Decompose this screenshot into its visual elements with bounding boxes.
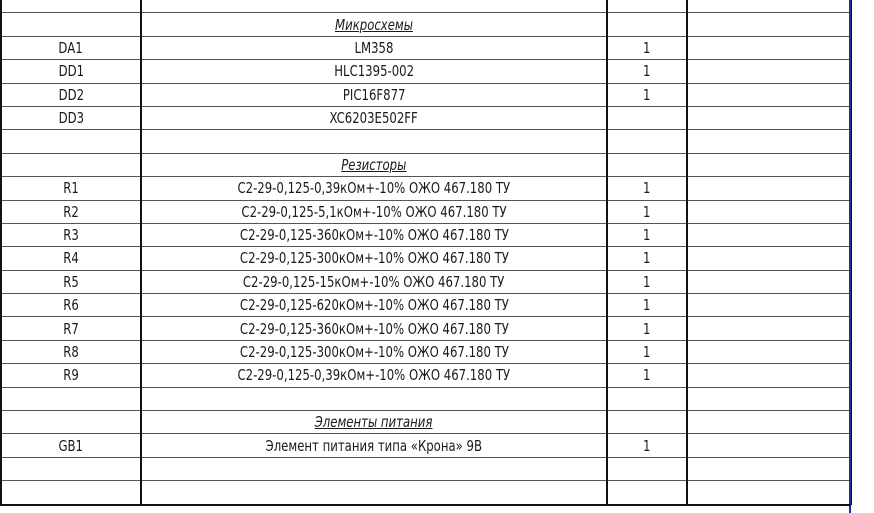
position-designator-cell (1, 223, 141, 246)
quantity-text: 1 (643, 85, 651, 104)
component-name-cell (141, 270, 607, 293)
note-cell (687, 177, 851, 200)
position-designator-text: R6 (63, 296, 79, 315)
note-cell (687, 481, 851, 504)
note-cell (687, 153, 851, 176)
position-designator-cell (1, 153, 141, 176)
position-designator-cell (1, 387, 141, 410)
component-name-text: С2-29-0,125-300кОм+-10% ОЖО 467.180 ТУ (239, 343, 509, 362)
quantity-text: 1 (643, 319, 651, 338)
quantity-cell (607, 13, 687, 36)
note-cell (687, 411, 851, 434)
quantity-text: 1 (643, 62, 651, 81)
note-cell (687, 387, 851, 410)
note-cell (687, 340, 851, 363)
note-cell (687, 223, 851, 246)
table-row (1, 317, 851, 340)
quantity-cell (607, 153, 687, 176)
component-name-text: С2-29-0,125-620кОм+-10% ОЖО 467.180 ТУ (239, 296, 509, 315)
note-cell (687, 36, 851, 59)
quantity-cell (607, 317, 687, 340)
note-cell (687, 434, 851, 457)
component-name-cell (141, 457, 607, 480)
table-row (1, 434, 851, 457)
table-row (1, 60, 851, 83)
position-designator-cell (1, 106, 141, 129)
note-cell (687, 247, 851, 270)
position-designator-text: R1 (63, 179, 79, 198)
component-name-cell (141, 0, 607, 13)
component-name-cell (141, 36, 607, 59)
position-designator-cell (1, 130, 141, 153)
quantity-cell (607, 223, 687, 246)
position-designator-cell (1, 434, 141, 457)
quantity-cell (607, 0, 687, 13)
component-name-text: С2-29-0,125-15кОм+-10% ОЖО 467.180 ТУ (243, 272, 505, 291)
quantity-cell (607, 294, 687, 317)
quantity-cell (607, 387, 687, 410)
position-designator-cell (1, 36, 141, 59)
position-designator-text: R4 (63, 249, 79, 268)
quantity-cell (607, 247, 687, 270)
quantity-cell (607, 434, 687, 457)
note-cell (687, 106, 851, 129)
component-name-text: С2-29-0,125-360кОм+-10% ОЖО 467.180 ТУ (239, 226, 509, 245)
table-row (1, 340, 851, 363)
quantity-text: 1 (643, 343, 651, 362)
position-designator-cell (1, 13, 141, 36)
section-row (1, 411, 851, 434)
position-designator-text: DD1 (58, 62, 84, 81)
component-name-cell (141, 13, 607, 36)
note-cell (687, 200, 851, 223)
table-row (1, 270, 851, 293)
component-name-cell (141, 60, 607, 83)
quantity-text: 1 (643, 179, 651, 198)
position-designator-cell (1, 481, 141, 504)
note-cell (687, 294, 851, 317)
component-name-text: XC6203E502FF (329, 109, 419, 128)
note-cell (687, 364, 851, 387)
quantity-cell (607, 481, 687, 504)
quantity-text: 1 (643, 366, 651, 385)
component-name-text: Элемент питания типа «Крона» 9В (265, 436, 483, 455)
note-cell (687, 13, 851, 36)
quantity-cell (607, 364, 687, 387)
table-row (1, 200, 851, 223)
position-designator-cell (1, 60, 141, 83)
position-designator-cell (1, 294, 141, 317)
quantity-text: 1 (643, 296, 651, 315)
table-row (1, 387, 851, 410)
component-name-text: PIC16F877 (342, 85, 406, 104)
component-name-text: С2-29-0,125-300кОм+-10% ОЖО 467.180 ТУ (239, 249, 509, 268)
table-row (1, 364, 851, 387)
position-designator-text: R7 (63, 319, 79, 338)
component-name-cell (141, 387, 607, 410)
sheet-frame-bottom (0, 504, 851, 506)
position-designator-cell (1, 457, 141, 480)
quantity-cell (607, 106, 687, 129)
section-title: Резисторы (341, 155, 407, 174)
position-designator-text: R3 (63, 226, 79, 245)
position-designator-cell (1, 364, 141, 387)
component-name-cell (141, 294, 607, 317)
note-cell (687, 457, 851, 480)
position-designator-cell (1, 83, 141, 106)
component-name-cell (141, 481, 607, 504)
note-cell (687, 317, 851, 340)
position-designator-text: GB1 (58, 436, 84, 455)
component-name-cell (141, 317, 607, 340)
quantity-cell (607, 130, 687, 153)
position-designator-text: R2 (63, 202, 79, 221)
component-name-text: С2-29-0,125-0,39кОм+-10% ОЖО 467.180 ТУ (237, 366, 511, 385)
quantity-cell (607, 83, 687, 106)
position-designator-cell (1, 0, 141, 13)
component-name-text: HLC1395-002 (334, 62, 414, 81)
table-row (1, 130, 851, 153)
table-row (1, 0, 851, 13)
component-name-cell (141, 223, 607, 246)
section-row (1, 13, 851, 36)
component-name-cell (141, 434, 607, 457)
quantity-text: 1 (643, 226, 651, 245)
component-name-cell (141, 340, 607, 363)
position-designator-cell (1, 247, 141, 270)
position-designator-cell (1, 317, 141, 340)
quantity-cell (607, 60, 687, 83)
quantity-text: 1 (643, 249, 651, 268)
position-designator-cell (1, 177, 141, 200)
section-row (1, 153, 851, 176)
component-name-cell (141, 200, 607, 223)
component-name-cell (141, 106, 607, 129)
component-name-text: С2-29-0,125-360кОм+-10% ОЖО 467.180 ТУ (239, 319, 509, 338)
sheet-frame-right (849, 0, 851, 513)
component-name-cell (141, 83, 607, 106)
quantity-cell (607, 270, 687, 293)
quantity-cell (607, 177, 687, 200)
quantity-text: 1 (643, 272, 651, 291)
table-row (1, 177, 851, 200)
component-name-text: С2-29-0,125-5,1кОм+-10% ОЖО 467.180 ТУ (241, 202, 507, 221)
quantity-text: 1 (643, 38, 651, 57)
table-row (1, 481, 851, 504)
component-list-body (1, 0, 851, 504)
component-name-cell (141, 130, 607, 153)
note-cell (687, 83, 851, 106)
component-name-text: С2-29-0,125-0,39кОм+-10% ОЖО 467.180 ТУ (237, 179, 511, 198)
quantity-cell (607, 411, 687, 434)
position-designator-cell (1, 411, 141, 434)
position-designator-text: R9 (63, 366, 79, 385)
component-name-text: LM358 (354, 38, 394, 57)
section-title: Элементы питания (315, 413, 433, 432)
table-row (1, 294, 851, 317)
position-designator-cell (1, 200, 141, 223)
position-designator-cell (1, 340, 141, 363)
position-designator-text: R8 (63, 343, 79, 362)
note-cell (687, 60, 851, 83)
quantity-text: 1 (643, 436, 651, 455)
table-row (1, 36, 851, 59)
note-cell (687, 130, 851, 153)
component-name-cell (141, 153, 607, 176)
position-designator-cell (1, 270, 141, 293)
section-title: Микросхемы (335, 15, 413, 34)
table-row (1, 83, 851, 106)
quantity-cell (607, 457, 687, 480)
quantity-cell (607, 340, 687, 363)
position-designator-text: DD3 (58, 109, 84, 128)
note-cell (687, 0, 851, 13)
component-name-cell (141, 411, 607, 434)
component-name-cell (141, 247, 607, 270)
component-name-cell (141, 364, 607, 387)
note-cell (687, 270, 851, 293)
table-row (1, 223, 851, 246)
quantity-cell (607, 36, 687, 59)
component-name-cell (141, 177, 607, 200)
table-row (1, 106, 851, 129)
position-designator-text: R5 (63, 272, 79, 291)
quantity-text: 1 (643, 202, 651, 221)
table-row (1, 247, 851, 270)
position-designator-text: DD2 (58, 85, 84, 104)
table-row (1, 457, 851, 480)
position-designator-text: DA1 (58, 38, 84, 57)
quantity-cell (607, 200, 687, 223)
